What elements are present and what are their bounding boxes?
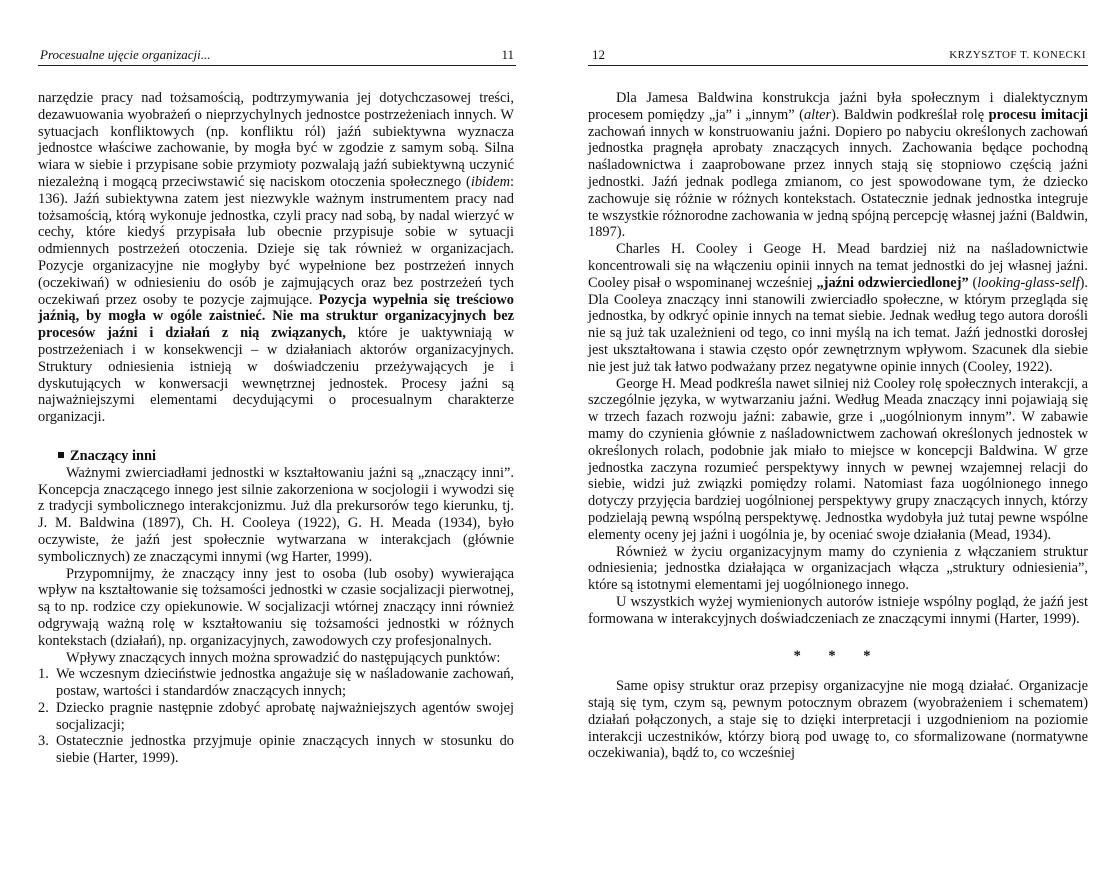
bold-emphasis: „jaźni odzwierciedlonej” (816, 274, 969, 291)
paragraph: U wszystkich wyżej wymienionych autorów istnieje wspólny pogląd, że jaźń jest formowana w interakcyjnych doświadczeniach ze znaczącymi innymi (Harter, 1999). (588, 593, 1088, 627)
left-column (38, 90, 514, 767)
paragraph: Wpływy znaczących innych można sprowadzić do następujących punktów: (66, 649, 501, 666)
bullet-square-icon (58, 452, 64, 458)
paragraph: George H. Mead podkreśla nawet silniej niż Cooley rolę społecznych interakcji, a szczególnie języka, w wytwarzaniu jaźni. Według Meada znaczący inni pojawiają się w trzech fazach rozwoju jaźni: zabawie, grze i „uogólnionym innym”. W zabawie mamy do czynienia głównie z naśladownictwem zachowań określonych jednostek w określonych rolach, podobnie jak miało to miejsce w koncepcji Baldwina. W grze jednostka zaczyna rozumieć perspektywy innych w pewnej wzajemnej relacji do siebie, widzi już związki pomiędzy rolami. Natomiast faza uogólnionego innego dotyczy przyjęcia bardziej uogólnionej perspektywy grupy znaczących innych, którzy podzielają pewną wspólną perspektywę. Jednostka wydobyła już tutaj pewne wspólne elementy oceny jej jaźni i uogólnia je, by oceniać swoje działania (Mead, 1934). (588, 375, 1088, 543)
numbered-list (38, 666, 514, 767)
running-head-author: KRZYSZTOF T. KONECKI (949, 49, 1086, 61)
running-head (40, 47, 514, 63)
paragraph: Przypomnijmy, że znaczący inny jest to osoba (lub osoby) wywierająca wpływ na kształtowanie się tożsamości jednostki w czasie socjalizacji pierwotnej, są to np. rodzice czy opiekunowie. W socjalizacji wtórnej znaczący inni również odgrywają ważną rolę w kształtowaniu się tożsamości jednostki w różnych kontekstach (działań), np. organizacyjnych, zawodowych czy profesjonalnych. (38, 565, 514, 649)
paragraph: narzędzie pracy nad tożsamością, podtrzymywania jej dotychczasowej treści, dezawuowania wyobrażeń o nieprzychylnych jednostce postrzeżeniach innych. W sytuacjach konfliktowych (np. konfliktu ról) jaźń subiektywna wyznacza jednostce właściwe zachowanie, by mogła być w zgodzie z samym sobą. Silna wiara w siebie i przypisane sobie przymioty pozwalają jaźń subiektywną uczynić niezależną i mogącą przeciwstawić się naciskom otoczenia społecznego (ibidem: 136). Jaźń subiektywna zatem jest niezwykle ważnym instrumentem pracy nad tożsamością, którą wykonuje jednostka, czyli pracy nad sobą, by nadal wierzyć w cechy, które kiedyś przypisała lub obecnie przypisuje sobie w sytuacji odmiennych postrzeżeń otoczenia. Dzieje się tak również w organizacjach. Pozycje organizacyjne nie mogłyby być wypełnione bez postrzeżeń innych (oczekiwań) w odniesieniu do osób je zajmujących oraz bez postrzeżeń tych oczekiwań przez osoby te pozycje zajmujące. Pozycja wypełnia się treściowo jaźnią, by mogła w ogóle zaistnieć. Nie ma struktur organizacyjnych bez procesów jaźni i działań z nią związanych, które je uaktywniają w postrzeżeniach i w konsekwencji – w działaniach aktorów organizacyjnych. Struktury odniesienia istnieją w doświadczeniu przeżywających je i dyskutujących w konwersacji wewnętrznej jednostek. Procesy jaźni są najważniejszymi elementami decydującymi o procesualnym charakterze organizacji. (38, 90, 514, 426)
paragraph: Charles H. Cooley i Geoge H. Mead bardziej niż na naśladownictwie koncentrowali się na włączeniu opinii innych na temat jednostki do jej własnej jaźni. Cooley pisał o wspominanej wcześniej „jaźni odzwierciedlonej” (looking-glass-self). Dla Cooleya znaczący inni stanowili zwierciadło społeczne, w którym przegląda się jednostka, by odkryć opinie innych na temat siebie. Jednak według tego autora dorośli nie są już tak uzależnieni od tego, co inni myślą na ich temat. Jaźń jednostki dorosłej jest ukształtowana i stawia często opór zewnętrznym wpływom. Szacunek dla siebie nie jest już tak łatwo podważany przez negatywne opinie innych (Cooley, 1922). (588, 241, 1089, 375)
list-item: 2. Dziecko pragnie następnie zdobyć aprobatę najważniejszych agentów swojej socjalizacji; (38, 699, 514, 733)
paragraph: Same opisy struktur oraz przepisy organizacyjne nie mogą działać. Organizacje stają się tym, czym są, pewnym potocznym obrazem (wyobrażeniem i schematem) działań połączonych, a staje się to dzięki interpretacji i uzgodnieniom na poziomie interakcji uczestników, którzy biorą pod uwagę to, co sformalizowane (normatywne oczekiwania), bądź to, co wcześniej (588, 678, 1088, 762)
section-separator: * * * (793, 647, 883, 664)
bold-emphasis: procesu imitacji (988, 106, 1089, 123)
right-column (588, 90, 1088, 762)
paragraph: Ważnymi zwierciadłami jednostki w kształtowaniu jaźni są „znaczący inni”. Koncepcja znaczącego innego jest silnie zakorzeniona w socjologii i wywodzi się z tradycji symbolicznego interakcjonizmu. Już dla prekursorów tego kierunku, tj. J. M. Baldwina (1897), Ch. H. Cooleya (1922), G. H. Meada (1934), było oczywiste, że jaźń jest społecznie wytwarzana w interakcjach (głównie symbolicznych) ze znaczącymi innymi (wg Harter, 1999). (38, 464, 514, 565)
section-heading: Znaczący inni (38, 448, 514, 465)
page-number: 11 (501, 47, 514, 62)
running-head-title: Procesualne ujęcie organizacji... (40, 47, 211, 62)
paragraph: Również w życiu organizacyjnym mamy do czynienia z włączaniem struktur odniesienia; jednostka działająca w organizacjach włącza „struktury odniesienia”, które są istotnymi elementami jej uogólnionego innego. (588, 543, 1088, 594)
paragraph: Dla Jamesa Baldwina konstrukcja jaźni była społecznym i dialektycznym procesem pomiędzy „ja” i „innym” (alter). Baldwin podkreślał rolę procesu imitacji zachowań innych w konstruowaniu jaźni. Dopiero po nabyciu określonych zachowań jednostka pragnęła aprobaty znaczących innych. Zachowania będące pochodną naśladownictwa i zaaprobowane przez innych stają się stopniowo częścią jaźni jednostki. Jaźń jednak podlega zmianom, co jest spowodowane tym, że dziecko zachowuje się różnie w różnych kontekstach. Ostatecznie jednak jednostka integruje te wszystkie różnorodne zachowania w jedną spójną percepcję własnej jaźni (Baldwin, 1897). (588, 90, 1089, 241)
list-item: 3. Ostatecznie jednostka przyjmuje opinie znaczących innych w stosunku do siebie (Harter, 1999). (38, 733, 514, 767)
header-rule (588, 65, 1088, 66)
right-page (550, 0, 1100, 885)
header-rule (38, 65, 516, 66)
bold-emphasis: Pozycja wypełnia się treściowo jaźnią, by mogła w ogóle zaistnieć. Nie ma struktur organizacyjnych bez procesów jaźni i działań z nią związanych, (38, 291, 514, 342)
list-item: 1. We wczesnym dzieciństwie jednostka angażuje się w naśladowanie zachowań, postaw, wartości i standardów znaczących innych; (38, 666, 514, 700)
page-number: 12 (592, 47, 605, 62)
